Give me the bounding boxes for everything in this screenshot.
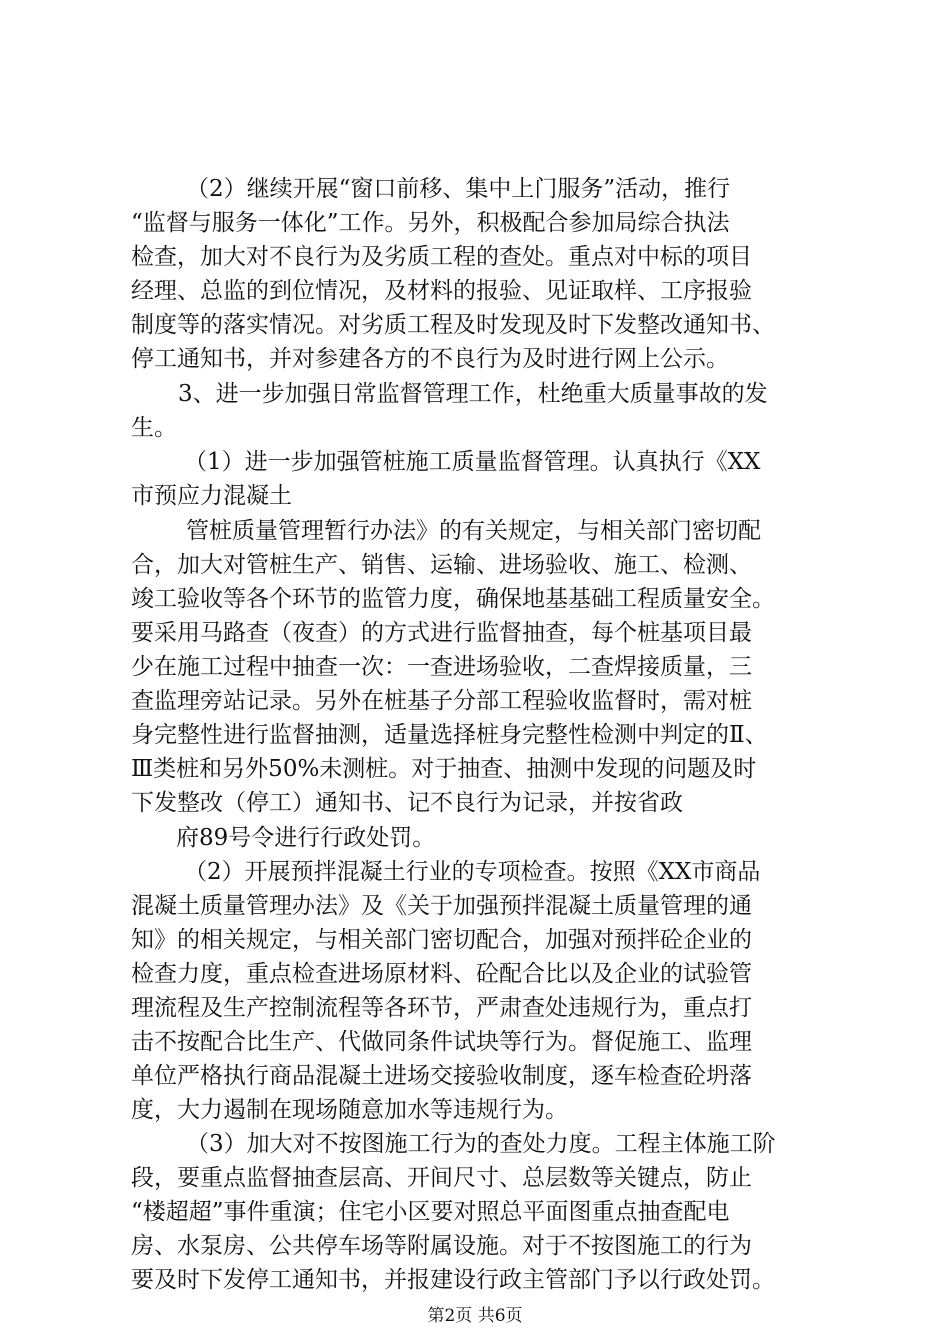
text-line: 混凝土质量管理办法》及《关于加强预拌混凝土质量管理的通 <box>131 893 752 919</box>
text-line: 竣工验收等各个环节的监管力度，确保地基基础工程质量安全。 <box>131 586 775 612</box>
text-line: 检查，加大对不良行为及劣质工程的查处。重点对中标的项目 <box>131 244 752 270</box>
text-line: 少在施工过程中抽查一次：一查进场验收，二查焊接质量，三 <box>131 654 752 680</box>
text-line: 要及时下发停工通知书，并报建设行政主管部门予以行政处罚。 <box>131 1267 775 1293</box>
text-line: Ⅲ类桩和另外50%未测桩。对于抽查、抽测中发现的问题及时 <box>131 756 757 782</box>
text-line: 理流程及生产控制流程等各环节，严肃查处违规行为，重点打 <box>131 995 752 1021</box>
text-line: 查监理旁站记录。另外在桩基子分部工程验收监督时，需对桩 <box>131 688 752 714</box>
text-line: 经理、总监的到位情况，及材料的报验、见证取样、工序报验 <box>131 278 752 304</box>
text-line: 制度等的落实情况。对劣质工程及时发现及时下发整改通知书、 <box>131 312 775 338</box>
text-line: 3、进一步加强日常监督管理工作，杜绝重大质量事故的发 <box>178 381 768 407</box>
text-line: 下发整改（停工）通知书、记不良行为记录，并按省政 <box>131 790 683 816</box>
text-line: 合，加大对管桩生产、销售、运输、进场验收、施工、检测、 <box>131 552 752 578</box>
text-line: 房、水泵房、公共停车场等附属设施。对于不按图施工的行为 <box>131 1233 752 1259</box>
text-line: 单位严格执行商品混凝土进场交接验收制度，逐车检查砼坍落 <box>131 1063 752 1089</box>
text-line: 段，要重点监督抽查层高、开间尺寸、总层数等关键点，防止 <box>131 1165 752 1191</box>
page-number: 第2页 共6页 <box>427 1306 523 1326</box>
text-line: （2）开展预拌混凝土行业的专项检查。按照《XX市商品 <box>184 859 761 885</box>
text-line: （3）加大对不按图施工行为的查处力度。工程主体施工阶 <box>186 1131 776 1157</box>
text-line: 要采用马路查（夜查）的方式进行监督抽查，每个桩基项目最 <box>131 620 752 646</box>
text-line: 市预应力混凝土 <box>131 483 292 509</box>
text-line: 击不按配合比生产、代做同条件试块等行为。督促施工、监理 <box>131 1029 752 1055</box>
text-line: （2）继续开展“窗口前移、集中上门服务”活动，推行 <box>186 176 731 202</box>
text-line: “楼超超”事件重演；住宅小区要对照总平面图重点抽查配电 <box>131 1199 730 1225</box>
text-line: （1）进一步加强管桩施工质量监督管理。认真执行《XX <box>184 449 761 475</box>
text-line: 度，大力遏制在现场随意加水等违规行为。 <box>131 1097 568 1123</box>
text-line: 生。 <box>131 415 177 441</box>
text-line: 知》的相关规定，与相关部门密切配合，加强对预拌砼企业的 <box>131 927 752 953</box>
text-line: 身完整性进行监督抽测，适量选择桩身完整性检测中判定的Ⅱ、 <box>131 722 768 748</box>
text-line: 检查力度，重点检查进场原材料、砼配合比以及企业的试验管 <box>131 961 752 987</box>
text-line: “监督与服务一体化”工作。另外，积极配合参加局综合执法 <box>131 210 730 236</box>
text-line: 府89号令进行行政处罚。 <box>176 825 436 851</box>
text-line: 停工通知书，并对参建各方的不良行为及时进行网上公示。 <box>131 346 729 372</box>
text-line: 管桩质量管理暂行办法》的有关规定，与相关部门密切配 <box>186 518 761 544</box>
